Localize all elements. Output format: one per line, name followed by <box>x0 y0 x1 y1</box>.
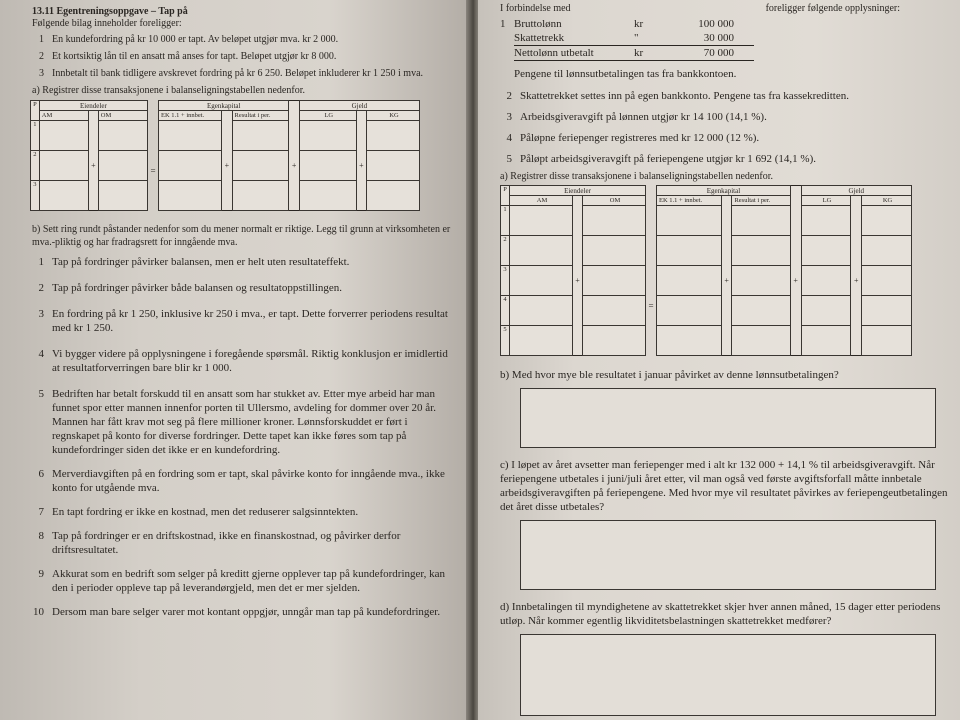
salary-row: Nettolønn utbetalt kr 70 000 <box>514 46 754 61</box>
transaction-item: 3 Innbetalt til bank tidligere avskrevet fordring på kr 6 250. Beløpet inkluderer kr 1 250 i mva. <box>39 68 424 79</box>
answer-box-c[interactable] <box>520 520 936 590</box>
cell-input[interactable] <box>801 296 851 326</box>
transaction-item: 5 Påløpt arbeidsgiveravgift på feriepengene utgjør kr 1 692 (14,1 %). <box>506 153 816 165</box>
cell-input[interactable] <box>39 181 88 211</box>
cell-input[interactable] <box>583 326 646 356</box>
right-page <box>478 0 960 720</box>
cell-input[interactable] <box>862 206 912 236</box>
salary-block: 1 Bruttolønn kr 100 000 Skattetrekk " 30 000 Nettolønn utbetalt kr 70 000 <box>500 17 948 61</box>
balance-equation-table-right <box>500 185 948 356</box>
statement-item[interactable]: 8 Tap på fordringer er en driftskostnad, ikke en finanskostnad, og påvirker derfor driftsresultatet. <box>38 530 401 556</box>
statement-item[interactable]: 6 Merverdiavgiften på en fordring som er tapt, skal påvirke konto for inngående mva., ikke konto for utgående mva. <box>38 468 445 494</box>
cell-input[interactable] <box>732 236 790 266</box>
answer-box-d[interactable] <box>520 634 936 716</box>
cell-input[interactable] <box>732 326 790 356</box>
cell-input[interactable] <box>367 151 420 181</box>
ek-header: EK 1.1 + innbet. <box>657 196 722 206</box>
cell-input[interactable] <box>299 151 356 181</box>
statement-item[interactable]: 5 Bedriften har betalt forskudd til en ansatt som har stukket av. Etter mye arbeid har man funnet spor etter mannen innenfor porten til Ullersmo, avdeling for dommer over 20 år. Mannen har fått krav mot seg på flere millioner kroner. Lønnsforskuddet er ført i regnskapet på konto for diverse fordringer. Dette tapet kan ikke føres som tap på kundefordringer siden det ikke er en kundefordring. <box>38 388 436 456</box>
task-b-label: b) Sett ring rundt påstander nedenfor som du mener normalt er riktige. Legg til grunn at virksomheten er mva.-pliktig og har fradragsrett for inngående mva. <box>32 224 451 248</box>
statement-item[interactable]: 4 Vi bygger videre på opplysningene i foregående spørsmål. Riktig konklusjon er imidlertid at resultatforverringen bare blir kr 1 000. <box>38 348 448 374</box>
equity-liabilities-table: Egenkapital Gjeld EK 1.1 + innbet. Resultat i per. LG KG + + + <box>158 100 420 211</box>
cell-input[interactable] <box>510 236 573 266</box>
statement-item[interactable]: 3 En fordring på kr 1 250, inklusive kr 250 i mva., er tapt. Dette forverrer periodens resultat med kr 1 250. <box>38 308 448 334</box>
cell-input[interactable] <box>657 266 722 296</box>
assets-table: P Eiendeler AM OM 1 2 + 3 <box>30 100 148 211</box>
gjeld-header: Gjeld <box>801 186 912 196</box>
statement-item[interactable]: 1 Tap på fordringer påvirker balansen, men er helt uten resultateffekt. <box>38 256 350 268</box>
cell-input[interactable] <box>657 326 722 356</box>
om-header: OM <box>98 111 147 121</box>
transaction-item: 4 Påløpne feriepenger registreres med kr 12 000 (12 %). <box>506 132 760 144</box>
cell-input[interactable] <box>657 206 722 236</box>
exercise-intro: Følgende bilag inneholder foreligger: <box>32 18 182 29</box>
cell-input[interactable] <box>98 181 147 211</box>
cell-input[interactable] <box>801 236 851 266</box>
am-header: AM <box>510 196 573 206</box>
kg-header: KG <box>862 196 912 206</box>
cell-input[interactable] <box>583 296 646 326</box>
equals-sign: = <box>150 165 156 176</box>
cell-input[interactable] <box>732 266 790 296</box>
cell-input[interactable] <box>583 206 646 236</box>
cell-input[interactable] <box>657 296 722 326</box>
cell-input[interactable] <box>98 151 147 181</box>
cell-input[interactable] <box>583 266 646 296</box>
cell-input[interactable] <box>367 181 420 211</box>
right-header: I forbindelse med foreligger følgende opplysninger: <box>500 3 900 14</box>
question-b: b) Med hvor mye ble resultatet i januar påvirket av denne lønnsutbetalingen? <box>500 369 839 381</box>
am-header: AM <box>39 111 88 121</box>
balance-equation-table <box>30 100 452 211</box>
question-d: d) Innbetalingen til myndighetene av skattetrekket skjer hver annen måned, 15 dager etter periodens utløp. Når kommer egentlig likviditetsbelastningen skattetrekket medfører? <box>500 601 941 627</box>
cell-input[interactable] <box>159 151 222 181</box>
cell-input[interactable] <box>862 296 912 326</box>
transaction-item: 2 Et kortsiktig lån til en ansatt må anses for tapt. Beløpet utgjør kr 8 000. <box>39 51 337 62</box>
resultat-header: Resultat i per. <box>232 111 289 121</box>
cell-input[interactable] <box>232 181 289 211</box>
kg-header: KG <box>367 111 420 121</box>
cell-input[interactable] <box>510 326 573 356</box>
cell-input[interactable] <box>367 121 420 151</box>
transaction-item: 2 Skattetrekket settes inn på egen bankkonto. Pengene tas fra kassekreditten. <box>506 90 849 102</box>
cell-input[interactable] <box>801 266 851 296</box>
egenkapital-header: Egenkapital <box>657 186 791 196</box>
cell-input[interactable] <box>232 121 289 151</box>
task-a-label-right: a) Registrer disse transaksjonene i balanseligningstabellen nedenfor. <box>500 171 773 182</box>
cell-input[interactable] <box>862 326 912 356</box>
cell-input[interactable] <box>510 296 573 326</box>
cell-input[interactable] <box>583 236 646 266</box>
cell-input[interactable] <box>159 121 222 151</box>
cell-input[interactable] <box>39 151 88 181</box>
transaction-item: 3 Arbeidsgiveravgift på lønnen utgjør kr 14 100 (14,1 %). <box>506 111 767 123</box>
cell-input[interactable] <box>98 121 147 151</box>
left-page <box>0 0 470 720</box>
resultat-header: Resultat i per. <box>732 196 790 206</box>
equity-liabilities-table: Egenkapital Gjeld EK 1.1 + innbet. Resultat i per. LG KG + + + <box>656 185 912 356</box>
cell-input[interactable] <box>232 151 289 181</box>
cell-input[interactable] <box>862 236 912 266</box>
statement-item[interactable]: 2 Tap på fordringer påvirker både balansen og resultatoppstillingen. <box>38 282 343 294</box>
statement-item[interactable]: 9 Akkurat som en bedrift som selger på kreditt gjerne opplever tap på kundefordringer, kan den i perioder oppleve tap på leverandørgjeld, men det er mer sjelden. <box>38 568 445 594</box>
egenkapital-header: Egenkapital <box>159 101 289 111</box>
question-c: c) I løpet av året avsetter man feriepenger med i alt kr 132 000 + 14,1 % til arbeidsgiveravgift. Når feriepengene utbetales i juni/juli året etter, vil man også ved første avgiftsforfall måtte innbetale arbeidsgiveravgiften på feriepengene. Med hvor mye vil resultatet påvirkes av feriepengeutbetalingen det året disse utbetales? <box>500 459 948 513</box>
cell-input[interactable] <box>510 266 573 296</box>
cell-input[interactable] <box>801 326 851 356</box>
cell-input[interactable] <box>299 121 356 151</box>
cell-input[interactable] <box>801 206 851 236</box>
cell-input[interactable] <box>732 206 790 236</box>
lg-header: LG <box>299 111 356 121</box>
lg-header: LG <box>801 196 851 206</box>
eiendeler-header: Eiendeler <box>39 101 147 111</box>
transaction-item: 1 En kundefordring på kr 10 000 er tapt. Av beløpet utgjør mva. kr 2 000. <box>39 34 339 45</box>
cell-input[interactable] <box>299 181 356 211</box>
cell-input[interactable] <box>732 296 790 326</box>
exercise-title: 13.11 Egentreningsoppgave – Tap på <box>32 6 188 17</box>
transaction-list <box>32 33 452 80</box>
ek-header: EK 1.1 + innbet. <box>159 111 222 121</box>
answer-box-b[interactable] <box>520 388 936 448</box>
salary-row: Bruttolønn kr 100 000 <box>514 18 734 30</box>
cell-input[interactable] <box>39 121 88 151</box>
om-header: OM <box>583 196 646 206</box>
statement-item[interactable]: 7 En tapt fordring er ikke en kostnad, men det reduserer salgsinntekten. <box>38 506 359 518</box>
cell-input[interactable] <box>159 181 222 211</box>
salary-row: Skattetrekk " 30 000 <box>514 31 754 46</box>
gjeld-header: Gjeld <box>299 101 419 111</box>
equals-sign: = <box>648 300 654 311</box>
statement-list <box>32 255 452 619</box>
right-item-1: Pengene til lønnsutbetalingen tas fra bankkontoen. <box>514 68 737 80</box>
right-transaction-list <box>500 89 948 166</box>
cell-input[interactable] <box>862 266 912 296</box>
cell-input[interactable] <box>657 236 722 266</box>
task-a-label: a) Registrer disse transaksjonene i balanseligningstabellen nedenfor. <box>32 85 305 96</box>
cell-input[interactable] <box>510 206 573 236</box>
assets-table: P Eiendeler AM OM 1 2 3 + 4 5 <box>500 185 646 356</box>
statement-item[interactable]: 10 Dersom man bare selger varer mot kontant oppgjør, unngår man tap på kundefordringer. <box>33 606 441 618</box>
eiendeler-header: Eiendeler <box>510 186 646 196</box>
